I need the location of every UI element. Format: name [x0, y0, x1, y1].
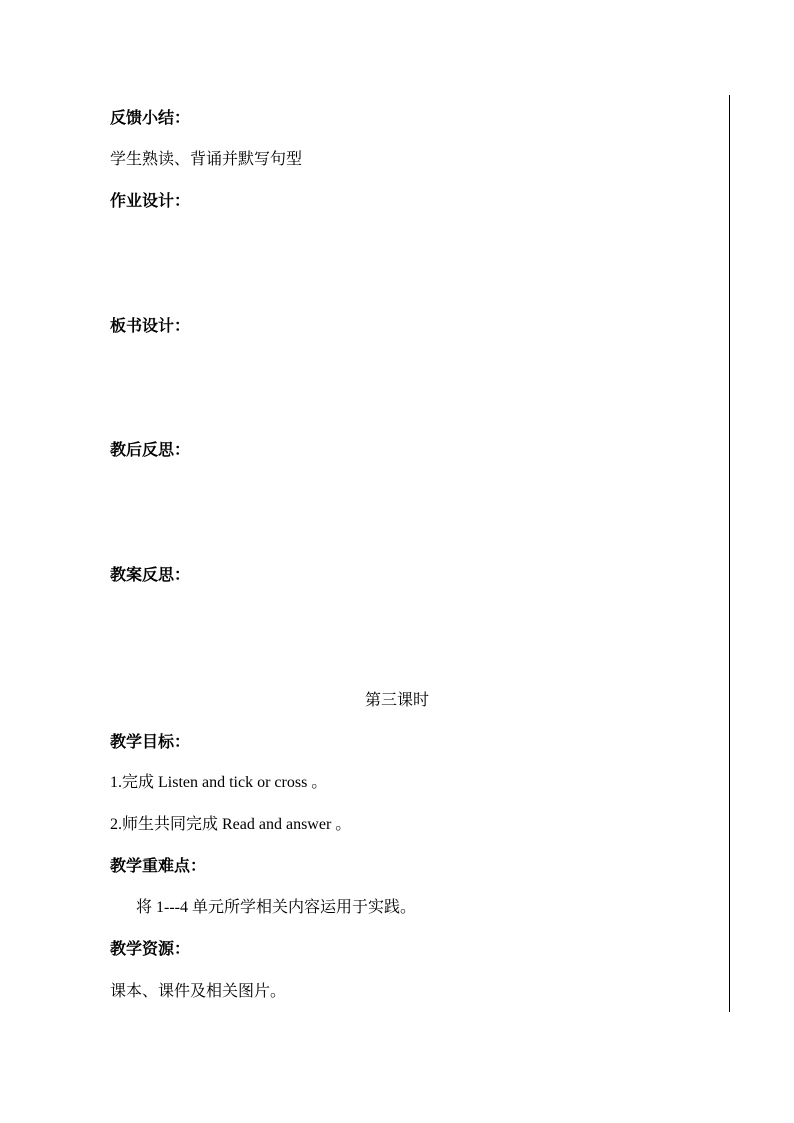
feedback-text: 学生熟读、背诵并默写句型 — [110, 149, 303, 168]
lesson-title: 第三课时 — [364, 690, 429, 709]
feedback-heading: 反馈小结： — [110, 108, 191, 127]
lesson-plan-reflection-heading: 教案反思： — [110, 565, 191, 584]
teaching-goal-2: 2.师生共同完成 Read and answer 。 — [110, 816, 352, 833]
right-margin-rule — [729, 95, 730, 1012]
homework-heading: 作业设计： — [110, 191, 191, 210]
teaching-goal-1: 1.完成 Listen and tick or cross 。 — [110, 774, 328, 791]
key-difficulty-text: 将 1---4 单元所学相关内容运用于实践。 — [136, 899, 416, 916]
post-teaching-reflection-heading: 教后反思： — [110, 440, 191, 459]
key-difficulty-heading: 教学重难点： — [110, 856, 207, 875]
board-design-heading: 板书设计： — [110, 316, 191, 335]
teaching-goals-heading: 教学目标： — [110, 732, 191, 751]
teaching-resources-text: 课本、课件及相关图片。 — [110, 981, 287, 1000]
teaching-resources-heading: 教学资源： — [110, 939, 191, 958]
